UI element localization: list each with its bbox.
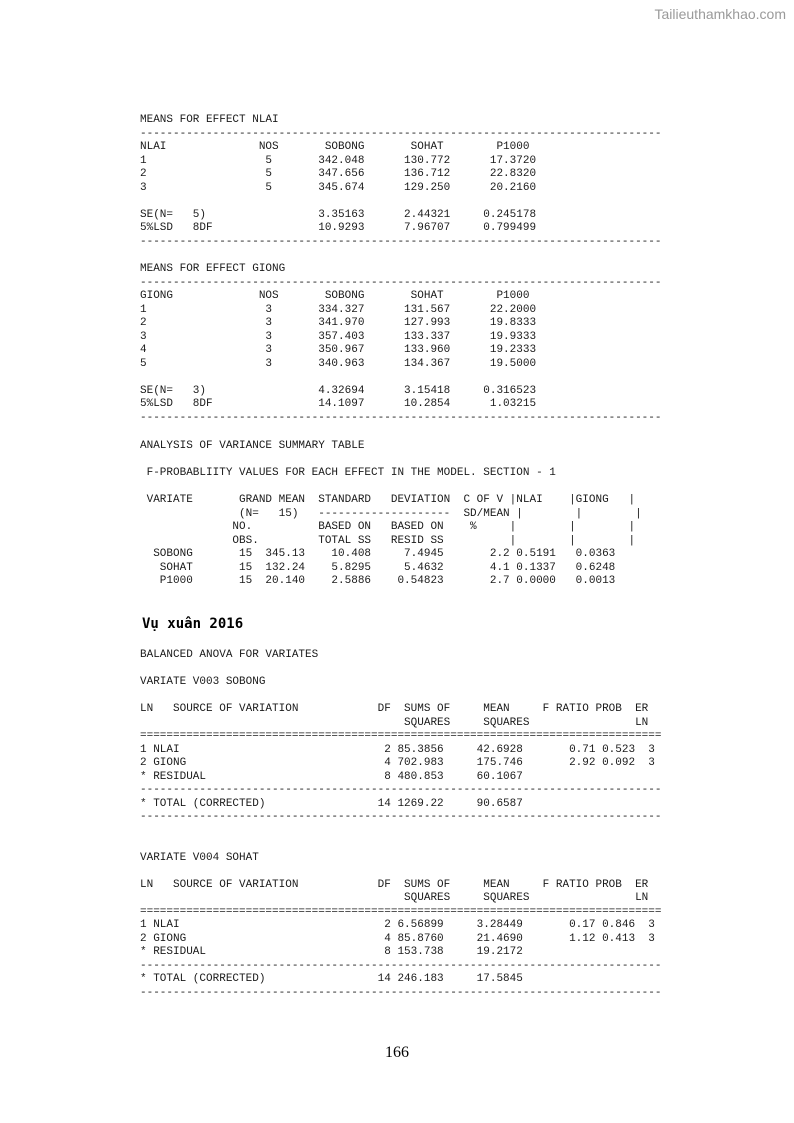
page-number: 166	[385, 1044, 409, 1061]
means-effect-nlai-table: MEANS FOR EFFECT NLAI ------------------------------------------------------------------------------- NLAI NOS SOBONG SOHAT P1000 1 5 342.048 130.772 17.3720 2 5 347.656 136.712 22.8320 3 5 345.674 129.250 20.2160 SE(N= 5) 3.35163 2.44321 0.245178 5%LSD 8DF 10.9293 7.96707 0.799499 -------------------------------------------------------------------------------	[140, 114, 662, 248]
balanced-anova-tables: BALANCED ANOVA FOR VARIATES VARIATE V003 SOBONG LN SOURCE OF VARIATION DF SUMS OF MEAN F RATIO PROB ER SQUARES SQUARES LN =============================================================================== 1 NLAI 2 85.3856 42.6928 0.71 0.523 3 2 GIONG 4 702.983 175.746 2.92 0.092 3 * RESIDUAL 8 480.853 60.1067 ------------------------------------------------------------------------------- * TOTAL (CORRECTED) 14 1269.22 90.6587 ------------------------------------------------------------------------------- VARIATE V004 SOHAT LN SOURCE OF VARIATION DF SUMS OF MEAN F RATIO PROB ER SQUARES SQUARES LN =============================================================================== 1 NLAI 2 6.56899 3.28449 0.17 0.846 3 2 GIONG 4 85.8760 21.4690 1.12 0.413 3 * RESIDUAL 8 153.738 19.2172 ------------------------------------------------------------------------------- * TOTAL (CORRECTED) 14 246.183 17.5845 -------------------------------------------------------------------------------	[140, 649, 662, 999]
means-effect-giong-table: MEANS FOR EFFECT GIONG ------------------------------------------------------------------------------- GIONG NOS SOBONG SOHAT P1000 1 3 334.327 131.567 22.2000 2 3 341.970 127.993 19.8333 3 3 357.403 133.337 19.9333 4 3 350.967 133.960 19.2333 5 3 340.963 134.367 19.5000 SE(N= 3) 4.32694 3.15418 0.316523 5%LSD 8DF 14.1097 10.2854 1.03215 -------------------------------------------------------------------------------	[140, 263, 662, 424]
anova-summary-table: ANALYSIS OF VARIANCE SUMMARY TABLE F-PROBABLIITY VALUES FOR EACH EFFECT IN THE MODEL. SECTION - 1 VARIATE GRAND MEAN STANDARD DEVIATION C OF V |NLAI |GIONG | (N= 15) -------------------- SD/MEAN | | | NO. BASED ON BASED ON % | | | OBS. TOTAL SS RESID SS | | | SOBONG 15 345.13 10.408 7.4945 2.2 0.5191 0.0363 SOHAT 15 132.24 5.8295 5.4632 4.1 0.1337 0.6248 P1000 15 20.140 2.5886 0.54823 2.7 0.0000 0.0013	[140, 440, 642, 587]
section-heading: Vụ xuân 2016	[142, 616, 244, 632]
watermark-text: Tailieuthamkhao.com	[654, 6, 786, 22]
